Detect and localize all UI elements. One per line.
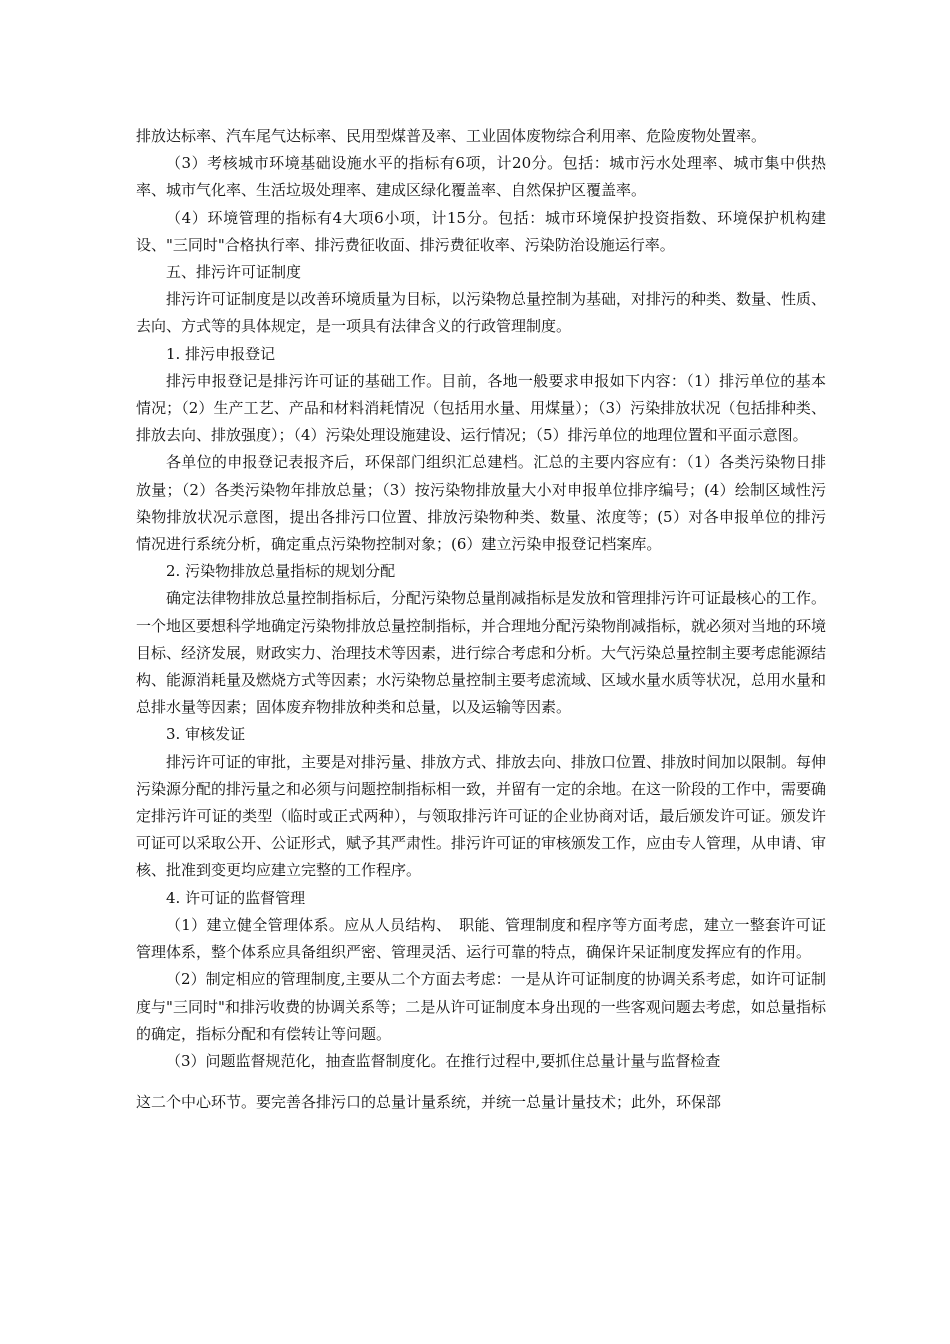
paragraph: 各单位的申报登记表报齐后，环保部门组织汇总建档。汇总的主要内容应有：（1）各类污染物日排放量；（2）各类污染物年排放总量；（3）按污染物排放量大小对申报单位排序编号；(4）绘制区域性污染物排放状况示意图，提出各排污口位置、排放污染物种类、数量、浓度等；(5）对各申报单位的排污情况进行系统分析，确定重点污染物控制对象；(6）建立污染申报登记档案库。 xyxy=(136,453,826,554)
document-body xyxy=(136,123,826,1116)
paragraph: （3）问题监督规范化，抽查监督制度化。在推行过程中,要抓住总量计量与监督检查 xyxy=(166,1051,721,1070)
paragraph: 1. 排污申报登记 xyxy=(166,344,276,363)
paragraph: 排污许可证制度是以改善环境质量为目标，以污染物总量控制为基础，对排污的种类、数量、性质、去向、方式等的具体规定，是一项具有法律含义的行政管理制度。 xyxy=(136,290,827,336)
paragraph: 排污申报登记是排污许可证的基础工作。目前，各地一般要求申报如下内容：（1）排污单位的基本情况；（2）生产工艺、产品和材料消耗情况（包括用水量、用煤量）；（3）污染排放状况（包括排种类、排放去向、排放强度）；（4）污染处理设施建设、运行情况；（5）排污单位的地理位置和平面示意图。 xyxy=(136,371,826,445)
paragraph: 这二个中心环节。要完善各排污口的总量计量系统，并统一总量计量技术；此外，环保部 xyxy=(136,1093,722,1112)
paragraph: （4）环境管理的指标有4大项6小项，计15分。包括：城市环境保护投资指数、环境保护机构建设、"三同时"合格执行率、排污费征收面、排污费征收率、污染防治设施运行率。 xyxy=(136,208,826,254)
paragraph: （1）建立健全管理体系。应从人员结构、 职能、管理制度和程序等方面考虑，建立一整套许可证管理体系，整个体系应具备组织严密、管理灵活、运行可靠的特点，确保许呆证制度发挥应有的作用。 xyxy=(136,915,826,962)
paragraph: 五、排污许可证制度 xyxy=(166,263,302,282)
paragraph: 3. 审核发证 xyxy=(166,725,246,744)
paragraph: 4. 许可证的监督管理 xyxy=(166,888,306,907)
paragraph: （2）制定相应的管理制度,主要从二个方面去考虑：一是从许可证制度的协调关系考虑，如许可证制度与"三同时"和排污收费的协调关系等；二是从许可证制度本身出现的一些客观问题去考虑，如总量指标的确定，指标分配和有偿转让等问题。 xyxy=(136,970,826,1043)
paragraph: （3）考核城市环境基础设施水平的指标有6项，计20分。包括：城市污水处理率、城市集中供热率、城市气化率、生活垃圾处理率、建成区绿化覆盖率、自然保护区覆盖率。 xyxy=(136,154,826,200)
paragraph: 2. 污染物排放总量指标的规划分配 xyxy=(166,562,396,581)
paragraph: 确定法律物排放总量控制指标后，分配污染物总量削减指标是发放和管理排污许可证最核心的工作。一个地区要想科学地确定污染物排放总量控制指标，并合理地分配污染物削减指标，就必须对当地的环境目标、经济发展，财政实力、治理技术等因素，进行综合考虑和分析。大气污染总量控制主要考虑能源结构、能源消耗量及燃烧方式等因素；水污染物总量控制主要考虑流域、区域水量水质等状况，总用水量和总排水量等因素；固体废弃物排放种类和总量，以及运输等因素。 xyxy=(136,589,827,717)
paragraph: 排放达标率、汽车尾气达标率、民用型煤普及率、工业固体废物综合利用率、危险废物处置率。 xyxy=(136,127,767,145)
paragraph: 排污许可证的审批，主要是对排污量、排放方式、排放去向、排放口位置、排放时间加以限制。每伸污染源分配的排污量之和必须与问题控制指标相一致，并留有一定的余地。在这一阶段的工作中，需要确定排污许可证的类型（临时或正式两种），与领取排污许可证的企业协商对话，最后颁发许可证。颁发许可证可以采取公开、公证形式，赋予其严肃性。排污许可证的审核颁发工作，应由专人管理，从申请、审核、批准到变更均应建立完整的工作程序。 xyxy=(136,752,827,880)
